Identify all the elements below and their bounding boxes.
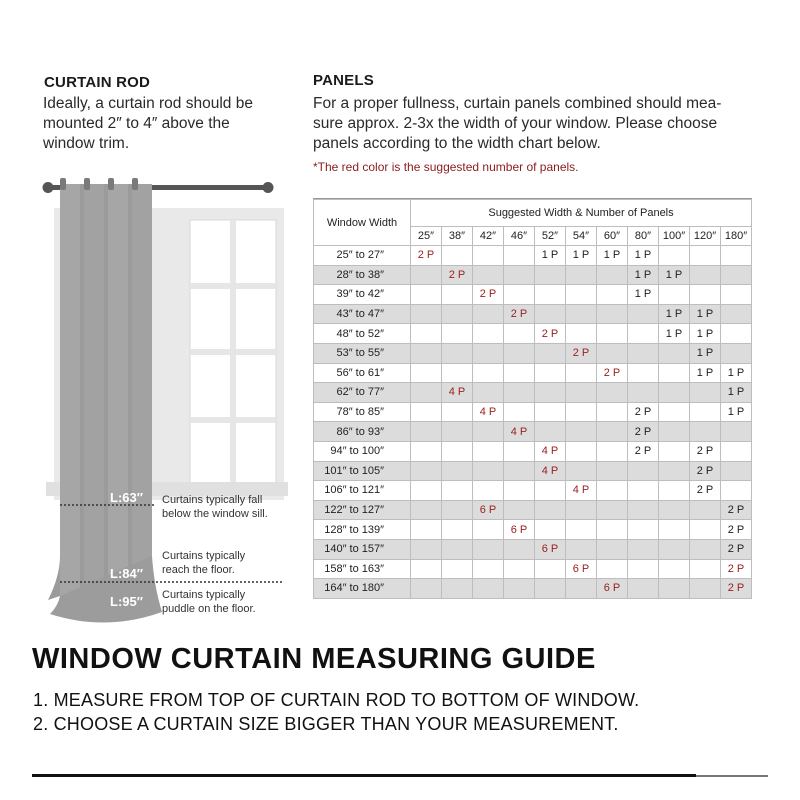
panel-count-cell bbox=[442, 246, 473, 266]
table-row bbox=[314, 246, 752, 266]
panel-count-cell bbox=[504, 383, 535, 403]
panel-count-cell bbox=[721, 324, 752, 344]
panel-count-cell bbox=[597, 265, 628, 285]
panel-count-cell bbox=[411, 383, 442, 403]
panel-count-cell bbox=[659, 520, 690, 540]
width-range-cell: 106″ to 121″ bbox=[314, 481, 411, 501]
panel-count-cell bbox=[411, 304, 442, 324]
chart-body bbox=[314, 246, 752, 599]
panel-count-cell: 6 P bbox=[597, 579, 628, 599]
panel-count-cell bbox=[442, 304, 473, 324]
panel-count-cell bbox=[659, 579, 690, 599]
table-row bbox=[314, 579, 752, 599]
table-row bbox=[314, 539, 752, 559]
panel-count-cell: 1 P bbox=[628, 265, 659, 285]
column-header: 54″ bbox=[566, 227, 597, 246]
width-chart bbox=[313, 198, 752, 599]
panel-count-cell bbox=[597, 343, 628, 363]
panel-count-cell: 1 P bbox=[597, 246, 628, 266]
panel-count-cell bbox=[566, 324, 597, 344]
table-row bbox=[314, 520, 752, 540]
panel-count-cell bbox=[659, 383, 690, 403]
column-header: 42″ bbox=[473, 227, 504, 246]
width-range-cell: 140″ to 157″ bbox=[314, 539, 411, 559]
caption-line: below the window sill. bbox=[162, 508, 268, 520]
panel-count-cell bbox=[628, 539, 659, 559]
panel-count-cell bbox=[566, 363, 597, 383]
column-header: 25″ bbox=[411, 227, 442, 246]
panel-count-cell bbox=[597, 422, 628, 442]
panel-count-cell bbox=[473, 441, 504, 461]
column-header: 100″ bbox=[659, 227, 690, 246]
panel-count-cell bbox=[504, 363, 535, 383]
panel-count-cell bbox=[411, 343, 442, 363]
panel-count-cell bbox=[597, 324, 628, 344]
width-range-cell: 78″ to 85″ bbox=[314, 402, 411, 422]
rod-text-line: window trim. bbox=[43, 135, 130, 152]
panel-count-cell: 4 P bbox=[566, 481, 597, 501]
panel-count-cell: 2 P bbox=[690, 481, 721, 501]
panel-count-cell: 4 P bbox=[473, 402, 504, 422]
length-95-label: L:95″ bbox=[110, 594, 143, 609]
panel-count-cell bbox=[628, 304, 659, 324]
panel-count-cell bbox=[721, 422, 752, 442]
panel-count-cell bbox=[442, 481, 473, 501]
panel-count-cell bbox=[535, 422, 566, 442]
panel-count-cell bbox=[473, 481, 504, 501]
panel-count-cell bbox=[442, 285, 473, 305]
panel-count-cell bbox=[535, 500, 566, 520]
panel-count-cell bbox=[721, 343, 752, 363]
panel-count-cell bbox=[411, 324, 442, 344]
panel-count-cell bbox=[535, 265, 566, 285]
panel-count-cell bbox=[411, 539, 442, 559]
panel-count-cell bbox=[597, 383, 628, 403]
column-header: 80″ bbox=[628, 227, 659, 246]
panel-count-cell: 1 P bbox=[690, 304, 721, 324]
panel-count-cell bbox=[411, 579, 442, 599]
panel-count-cell bbox=[628, 579, 659, 599]
table-row bbox=[314, 363, 752, 383]
panel-count-cell bbox=[566, 579, 597, 599]
panel-count-cell bbox=[597, 461, 628, 481]
panel-count-cell bbox=[473, 304, 504, 324]
panel-count-cell: 4 P bbox=[442, 383, 473, 403]
panel-count-cell: 2 P bbox=[690, 461, 721, 481]
table-row bbox=[314, 481, 752, 501]
panel-count-cell bbox=[659, 246, 690, 266]
column-header: 120″ bbox=[690, 227, 721, 246]
panel-count-cell bbox=[504, 324, 535, 344]
table-row bbox=[314, 402, 752, 422]
length-84-label: L:84″ bbox=[110, 566, 143, 581]
panel-count-cell bbox=[411, 363, 442, 383]
panel-count-cell bbox=[411, 285, 442, 305]
panel-count-cell: 1 P bbox=[690, 324, 721, 344]
panel-count-cell bbox=[690, 520, 721, 540]
panel-count-cell bbox=[442, 559, 473, 579]
length-95-caption bbox=[162, 588, 256, 616]
width-range-cell: 56″ to 61″ bbox=[314, 363, 411, 383]
panel-count-cell bbox=[442, 343, 473, 363]
panel-count-cell bbox=[504, 559, 535, 579]
width-range-cell: 86″ to 93″ bbox=[314, 422, 411, 442]
panel-count-cell bbox=[566, 304, 597, 324]
panel-count-cell bbox=[411, 481, 442, 501]
panel-count-cell: 2 P bbox=[628, 441, 659, 461]
column-header: 60″ bbox=[597, 227, 628, 246]
width-range-cell: 48″ to 52″ bbox=[314, 324, 411, 344]
panel-count-cell bbox=[442, 441, 473, 461]
width-range-cell: 122″ to 127″ bbox=[314, 500, 411, 520]
panel-count-cell: 2 P bbox=[628, 402, 659, 422]
panel-count-cell bbox=[566, 422, 597, 442]
panel-count-cell bbox=[411, 520, 442, 540]
panel-count-cell bbox=[473, 579, 504, 599]
panel-count-cell bbox=[535, 559, 566, 579]
panel-count-cell bbox=[659, 285, 690, 305]
panel-count-cell bbox=[411, 422, 442, 442]
width-range-cell: 62″ to 77″ bbox=[314, 383, 411, 403]
panel-count-cell bbox=[659, 343, 690, 363]
window-width-header: Window Width bbox=[314, 200, 411, 246]
panel-count-cell bbox=[442, 422, 473, 442]
panel-count-cell bbox=[690, 539, 721, 559]
panel-count-cell bbox=[504, 441, 535, 461]
panel-count-cell bbox=[566, 383, 597, 403]
panel-count-cell: 4 P bbox=[535, 461, 566, 481]
panel-count-cell bbox=[535, 402, 566, 422]
panels-text-line: For a proper fullness, curtain panels combined should mea- bbox=[313, 95, 722, 112]
width-range-cell: 28″ to 38″ bbox=[314, 265, 411, 285]
panel-count-cell: 2 P bbox=[721, 500, 752, 520]
panel-count-cell: 2 P bbox=[535, 324, 566, 344]
panel-count-cell bbox=[597, 539, 628, 559]
panel-count-cell bbox=[473, 265, 504, 285]
panel-count-cell bbox=[442, 363, 473, 383]
panel-count-cell bbox=[628, 461, 659, 481]
panel-count-cell: 6 P bbox=[504, 520, 535, 540]
caption-line: Curtains typically fall bbox=[162, 494, 263, 506]
panel-count-cell: 2 P bbox=[721, 520, 752, 540]
panel-count-cell bbox=[442, 402, 473, 422]
column-header: 46″ bbox=[504, 227, 535, 246]
panel-count-cell bbox=[411, 402, 442, 422]
panel-count-cell: 1 P bbox=[721, 363, 752, 383]
panel-count-cell bbox=[504, 246, 535, 266]
panel-count-cell bbox=[659, 559, 690, 579]
caption-line: Curtains typically bbox=[162, 550, 246, 562]
panel-count-cell bbox=[473, 343, 504, 363]
bottom-rule-end bbox=[696, 775, 768, 777]
suggested-width-header: Suggested Width & Number of Panels bbox=[411, 200, 752, 227]
panel-count-cell bbox=[659, 500, 690, 520]
panel-count-cell: 1 P bbox=[659, 265, 690, 285]
panel-count-cell bbox=[473, 383, 504, 403]
panel-count-cell bbox=[690, 579, 721, 599]
panel-count-cell bbox=[535, 579, 566, 599]
length-63-label: L:63″ bbox=[110, 490, 143, 505]
panel-count-cell bbox=[473, 559, 504, 579]
column-header: 52″ bbox=[535, 227, 566, 246]
panel-count-cell bbox=[442, 579, 473, 599]
table-row bbox=[314, 343, 752, 363]
panel-count-cell: 1 P bbox=[690, 363, 721, 383]
panel-count-cell bbox=[473, 324, 504, 344]
panel-count-cell bbox=[535, 304, 566, 324]
caption-line: puddle on the floor. bbox=[162, 603, 256, 615]
panel-count-cell: 4 P bbox=[535, 441, 566, 461]
panel-count-cell bbox=[566, 402, 597, 422]
rod-text-line: Ideally, a curtain rod should be bbox=[43, 95, 253, 112]
panel-count-cell bbox=[504, 579, 535, 599]
panel-count-cell bbox=[628, 343, 659, 363]
panel-count-cell bbox=[566, 520, 597, 540]
panel-count-cell bbox=[473, 461, 504, 481]
column-header: 38″ bbox=[442, 227, 473, 246]
guide-step-2: 2. CHOOSE A CURTAIN SIZE BIGGER THAN YOUR MEASUREMENT. bbox=[33, 714, 619, 734]
panel-count-cell bbox=[721, 285, 752, 305]
panel-count-cell bbox=[721, 461, 752, 481]
panel-count-cell bbox=[597, 285, 628, 305]
width-range-cell: 101″ to 105″ bbox=[314, 461, 411, 481]
panel-count-cell: 6 P bbox=[473, 500, 504, 520]
panel-count-cell bbox=[690, 265, 721, 285]
width-range-cell: 25″ to 27″ bbox=[314, 246, 411, 266]
caption-line: Curtains typically bbox=[162, 589, 246, 601]
panel-count-cell bbox=[535, 383, 566, 403]
panel-count-cell bbox=[659, 363, 690, 383]
width-range-cell: 39″ to 42″ bbox=[314, 285, 411, 305]
panel-count-cell bbox=[442, 520, 473, 540]
panel-count-cell bbox=[411, 559, 442, 579]
panel-count-cell: 2 P bbox=[473, 285, 504, 305]
panel-count-cell: 2 P bbox=[504, 304, 535, 324]
panel-count-cell bbox=[473, 422, 504, 442]
panel-count-cell bbox=[690, 402, 721, 422]
panel-count-cell: 1 P bbox=[628, 246, 659, 266]
panel-count-cell: 2 P bbox=[597, 363, 628, 383]
panel-count-cell: 2 P bbox=[628, 422, 659, 442]
panel-count-cell bbox=[566, 285, 597, 305]
panel-count-cell bbox=[628, 520, 659, 540]
panel-count-cell bbox=[721, 265, 752, 285]
caption-line: reach the floor. bbox=[162, 564, 235, 576]
panel-count-cell bbox=[566, 441, 597, 461]
red-color-note: *The red color is the suggested number of panels. bbox=[313, 160, 579, 174]
curtain-panels-icon bbox=[48, 178, 162, 623]
panel-count-cell bbox=[442, 324, 473, 344]
panel-count-cell bbox=[504, 500, 535, 520]
panel-count-cell bbox=[442, 500, 473, 520]
panel-count-cell: 1 P bbox=[659, 304, 690, 324]
panel-count-cell: 2 P bbox=[690, 441, 721, 461]
panel-count-cell: 1 P bbox=[628, 285, 659, 305]
panel-count-cell bbox=[690, 559, 721, 579]
panel-count-cell bbox=[690, 422, 721, 442]
length-63-caption bbox=[162, 493, 268, 521]
panel-count-cell bbox=[628, 383, 659, 403]
panel-count-cell bbox=[535, 343, 566, 363]
panel-count-cell bbox=[597, 402, 628, 422]
panel-count-cell bbox=[597, 500, 628, 520]
panel-count-cell bbox=[597, 304, 628, 324]
table-row bbox=[314, 559, 752, 579]
panel-count-cell bbox=[690, 246, 721, 266]
panel-count-cell bbox=[690, 285, 721, 305]
panel-count-cell bbox=[442, 461, 473, 481]
width-range-cell: 158″ to 163″ bbox=[314, 559, 411, 579]
panel-count-cell: 1 P bbox=[721, 383, 752, 403]
length-84-caption bbox=[162, 549, 245, 577]
width-range-cell: 43″ to 47″ bbox=[314, 304, 411, 324]
panel-count-cell bbox=[659, 481, 690, 501]
panel-count-cell bbox=[628, 481, 659, 501]
table-row bbox=[314, 461, 752, 481]
width-range-cell: 53″ to 55″ bbox=[314, 343, 411, 363]
panel-count-cell bbox=[628, 500, 659, 520]
guide-title: WINDOW CURTAIN MEASURING GUIDE bbox=[32, 643, 596, 675]
panel-count-cell bbox=[721, 246, 752, 266]
panel-count-cell bbox=[659, 402, 690, 422]
panel-count-cell: 2 P bbox=[442, 265, 473, 285]
panel-count-cell bbox=[411, 441, 442, 461]
panel-count-cell bbox=[442, 539, 473, 559]
panel-count-cell bbox=[597, 520, 628, 540]
width-chart-table bbox=[313, 199, 752, 599]
guide-step-1: 1. MEASURE FROM TOP OF CURTAIN ROD TO BOTTOM OF WINDOW. bbox=[33, 690, 640, 710]
panel-count-cell bbox=[566, 500, 597, 520]
panel-count-cell bbox=[659, 539, 690, 559]
panel-count-cell: 1 P bbox=[721, 402, 752, 422]
width-range-cell: 164″ to 180″ bbox=[314, 579, 411, 599]
panel-count-cell bbox=[535, 481, 566, 501]
panel-count-cell: 1 P bbox=[566, 246, 597, 266]
panel-count-cell bbox=[721, 304, 752, 324]
panel-count-cell bbox=[628, 324, 659, 344]
panel-count-cell bbox=[628, 559, 659, 579]
panel-count-cell bbox=[659, 441, 690, 461]
table-row bbox=[314, 285, 752, 305]
panel-count-cell bbox=[473, 246, 504, 266]
panel-count-cell bbox=[473, 539, 504, 559]
panel-count-cell bbox=[504, 539, 535, 559]
panel-count-cell bbox=[504, 461, 535, 481]
panel-count-cell bbox=[535, 285, 566, 305]
width-range-cell: 94″ to 100″ bbox=[314, 441, 411, 461]
panel-count-cell: 4 P bbox=[504, 422, 535, 442]
panel-count-cell bbox=[597, 441, 628, 461]
panel-count-cell bbox=[535, 363, 566, 383]
panels-text-line: panels according to the width chart below. bbox=[313, 135, 601, 152]
table-row bbox=[314, 441, 752, 461]
panel-count-cell bbox=[473, 363, 504, 383]
table-row bbox=[314, 324, 752, 344]
panel-count-cell bbox=[597, 559, 628, 579]
panel-count-cell bbox=[628, 363, 659, 383]
panel-count-cell bbox=[721, 441, 752, 461]
panels-text bbox=[313, 94, 773, 154]
panel-count-cell: 1 P bbox=[690, 343, 721, 363]
panel-count-cell bbox=[535, 520, 566, 540]
panel-count-cell: 1 P bbox=[659, 324, 690, 344]
rod-text-line: mounted 2″ to 4″ above the bbox=[43, 115, 230, 132]
panel-count-cell: 2 P bbox=[721, 539, 752, 559]
panel-count-cell: 1 P bbox=[535, 246, 566, 266]
table-row bbox=[314, 383, 752, 403]
panel-count-cell bbox=[690, 500, 721, 520]
panel-count-cell bbox=[504, 343, 535, 363]
panel-count-cell bbox=[473, 520, 504, 540]
table-row bbox=[314, 422, 752, 442]
table-row bbox=[314, 304, 752, 324]
panel-count-cell bbox=[659, 461, 690, 481]
panel-count-cell bbox=[566, 265, 597, 285]
panel-count-cell bbox=[411, 500, 442, 520]
panels-heading: PANELS bbox=[313, 72, 374, 89]
panel-count-cell bbox=[566, 539, 597, 559]
panel-count-cell: 2 P bbox=[411, 246, 442, 266]
bottom-rule bbox=[32, 774, 696, 777]
panels-text-line: sure approx. 2-3x the width of your window. Please choose bbox=[313, 115, 718, 132]
column-header: 180″ bbox=[721, 227, 752, 246]
panel-count-cell bbox=[566, 461, 597, 481]
panel-count-cell bbox=[504, 402, 535, 422]
panel-count-cell bbox=[659, 422, 690, 442]
panel-count-cell: 2 P bbox=[721, 559, 752, 579]
panel-count-cell: 2 P bbox=[721, 579, 752, 599]
panel-count-cell bbox=[504, 265, 535, 285]
panel-count-cell bbox=[504, 285, 535, 305]
table-row bbox=[314, 500, 752, 520]
panel-count-cell bbox=[411, 461, 442, 481]
curtain-rod-heading: CURTAIN ROD bbox=[44, 74, 151, 91]
curtain-rod-text bbox=[43, 94, 293, 154]
width-range-cell: 128″ to 139″ bbox=[314, 520, 411, 540]
panel-count-cell: 6 P bbox=[535, 539, 566, 559]
panel-count-cell bbox=[411, 265, 442, 285]
panel-count-cell bbox=[504, 481, 535, 501]
panel-count-cell: 6 P bbox=[566, 559, 597, 579]
panel-count-cell bbox=[597, 481, 628, 501]
panel-count-cell bbox=[721, 481, 752, 501]
panel-count-cell bbox=[690, 383, 721, 403]
panel-count-cell: 2 P bbox=[566, 343, 597, 363]
table-row bbox=[314, 265, 752, 285]
